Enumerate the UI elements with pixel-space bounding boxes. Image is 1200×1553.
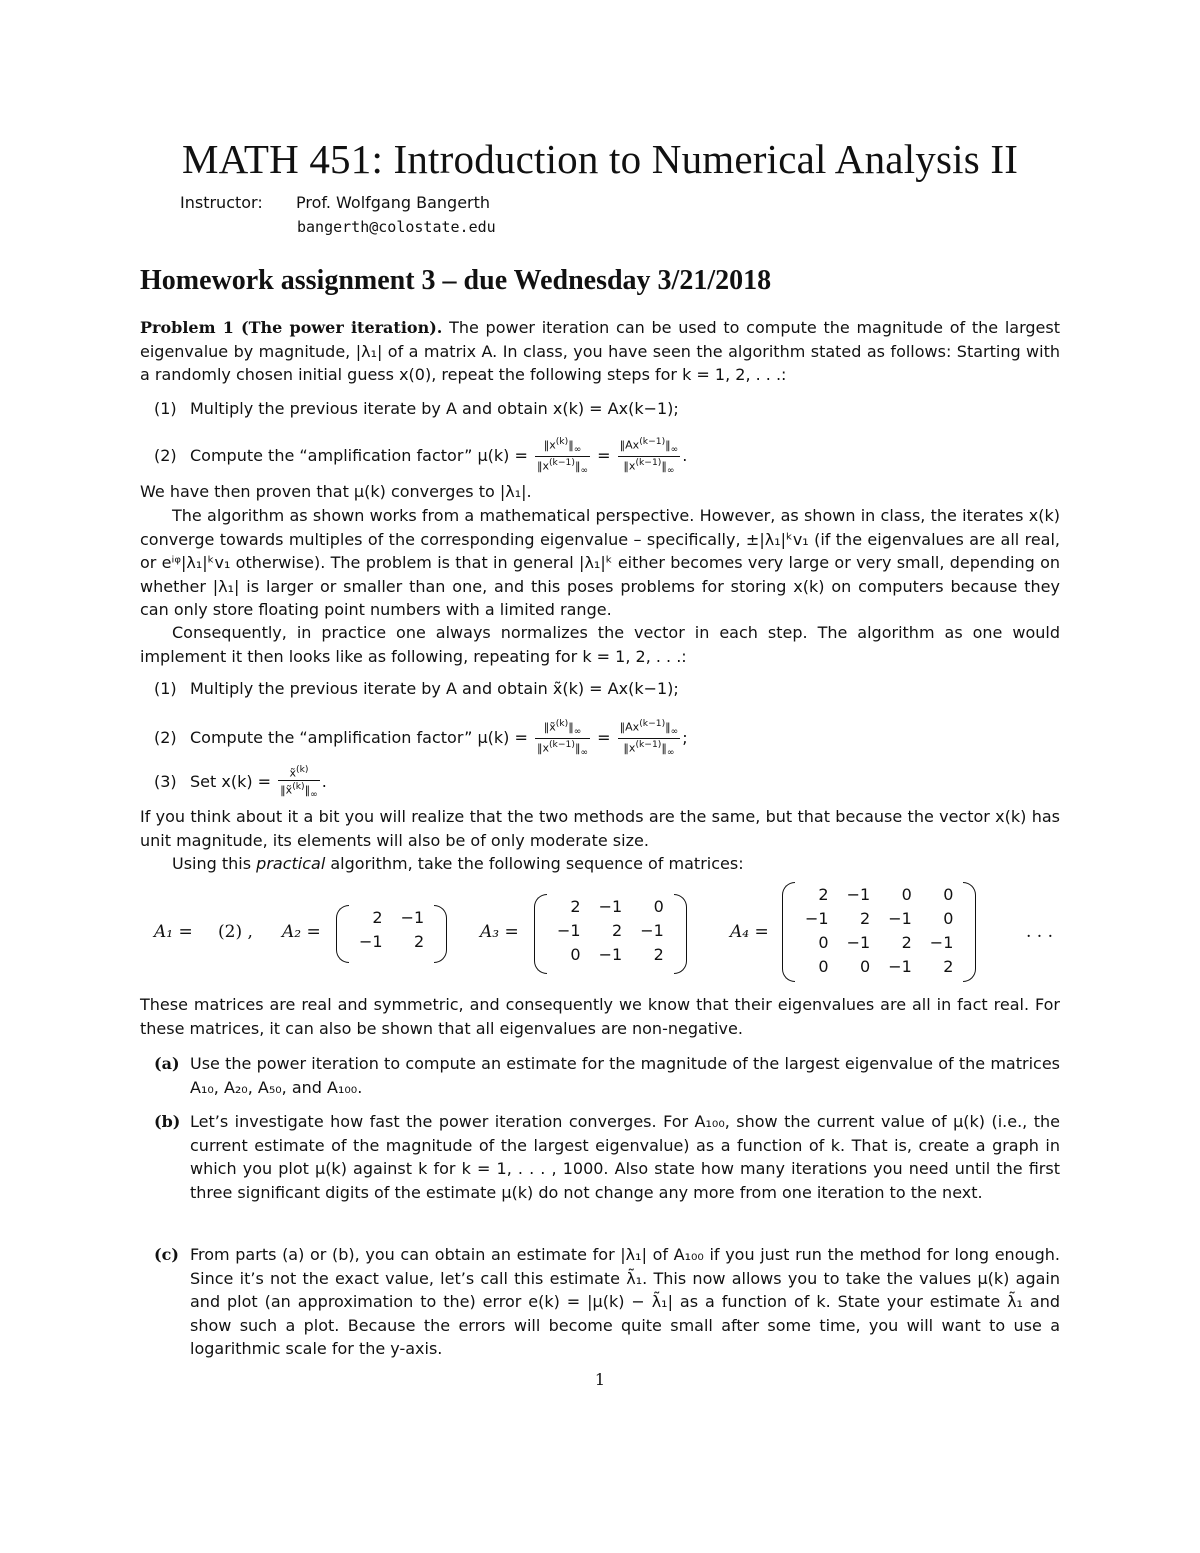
paragraph-5-emphasis: practical <box>256 854 326 873</box>
matrix-entry: −1 <box>598 896 623 916</box>
matrix-a2 <box>336 905 447 963</box>
matrix-entry: −1 <box>359 931 383 951</box>
matrix-entry: 0 <box>818 956 829 976</box>
problem1-intro-text: The power iteration can be used to compute the magnitude of the largest eigenvalue by magnitude, |λ₁| of a matrix A. In class, you have seen the algorithm stated as follows: Starting with a randomly chosen initial guess x(0), repeat the following steps for k = 1, 2, . . .: <box>140 318 1060 384</box>
matrix-entry: −1 <box>846 932 871 952</box>
homework-heading: Homework assignment 3 – due Wednesday 3/21/2018 <box>140 265 772 296</box>
step-number: (1) <box>154 679 177 698</box>
fraction: $\frac{‖x̃^{(k)}‖_\infty}{‖x^{(k-1)}‖_\infty}$ <box>536 718 589 758</box>
matrix-entry: −1 <box>929 932 954 952</box>
problem1-heading: Problem 1 (The power iteration). <box>140 318 443 337</box>
part-text: Use the power iteration to compute an estimate for the magnitude of the largest eigenvalue of the matrices A₁₀, A₂₀, A₅₀, and A₁₀₀. <box>190 1054 1060 1097</box>
fraction: $\frac{‖Ax^{(k-1)}‖_\infty}{‖x^{(k-1)}‖_\infty}$ <box>619 436 679 476</box>
step-a2: (2) Compute the “amplification factor” μ(k) = $\frac{‖x^{(k)}‖_\infty}{‖x^{(k-1)}‖_\infty}$ = $\frac{‖Ax^{(k-1)}‖_\infty}{‖x^{(k-1)}‖_\infty}$ . <box>154 436 688 476</box>
page-title: MATH 451: Introduction to Numerical Analysis II <box>181 136 1019 182</box>
matrix-entry: 2 <box>414 931 425 951</box>
instructor-name: Prof. Wolfgang Bangerth <box>296 193 491 212</box>
paragraph-3: Consequently, in practice one always normalizes the vector in each step. The algorithm as one would implement it then looks like as following, repeating for k = 1, 2, . . .: <box>140 623 1060 666</box>
step-text: Compute the “amplification factor” μ(k) = <box>190 445 528 465</box>
matrix-entry: −1 <box>846 884 871 904</box>
matrix-entry: −1 <box>888 908 912 928</box>
matrix-row <box>350 905 433 929</box>
step-b2: (2) Compute the “amplification factor” μ(k) = $\frac{‖x̃^{(k)}‖_\infty}{‖x^{(k-1)}‖_\infty}$ = $\frac{‖Ax^{(k-1)}‖_\infty}{‖x^{(k-1)}‖_\infty}$ ; <box>154 718 688 758</box>
part-a <box>154 1052 1060 1099</box>
fraction: $\frac{x̃^{(k)}}{‖x̃^{(k)}‖_\infty}$ <box>280 764 318 800</box>
matrix-entry: 0 <box>570 944 581 964</box>
matrix-entry: 0 <box>818 932 829 952</box>
matrix-row <box>796 954 962 978</box>
matrix-entry: 0 <box>901 884 912 904</box>
matrix-a2-label: A₂ = <box>282 922 321 942</box>
part-c <box>154 1243 1060 1361</box>
instructor-line <box>180 193 490 212</box>
part-label: (c) <box>154 1245 179 1264</box>
matrix-entry: −1 <box>598 944 623 964</box>
part-label: (a) <box>154 1054 180 1073</box>
matrix-entry: −1 <box>557 920 581 940</box>
matrix-entry: 0 <box>653 896 664 916</box>
proven-line: We have then proven that μ(k) converges to |λ₁|. <box>140 482 532 501</box>
matrix-entry: 2 <box>653 944 664 964</box>
problem1-intro <box>140 316 1060 387</box>
step-b1 <box>154 677 1060 701</box>
matrix-a3-label: A₃ = <box>480 922 519 942</box>
paragraph-4: If you think about it a bit you will realize that the two methods are the same, but that because the vector x(k) has unit magnitude, its elements will also be of only moderate size. <box>140 807 1060 850</box>
matrix-entry: 2 <box>943 956 954 976</box>
paragraph-5-end: algorithm, take the following sequence of matrices: <box>330 854 744 873</box>
fraction: $\frac{‖x^{(k)}‖_\infty}{‖x^{(k-1)}‖_\infty}$ <box>536 436 589 476</box>
matrix-row <box>796 906 962 930</box>
step-number: (2) <box>154 445 177 465</box>
step-number: (1) <box>154 399 177 418</box>
matrix-ellipsis: . . . <box>1026 922 1054 942</box>
matrix-row <box>548 894 673 918</box>
matrix-row <box>350 929 433 953</box>
instructor-email[interactable]: bangerth@colostate.edu <box>297 218 496 236</box>
step-text: Compute the “amplification factor” μ(k) = <box>190 727 528 747</box>
matrix-a3 <box>534 894 687 974</box>
step-text: Set x(k) = <box>190 771 272 791</box>
matrix-entry: 2 <box>860 908 871 928</box>
step-number: (3) <box>154 771 177 791</box>
instructor-label: Instructor: <box>180 193 263 212</box>
matrix-entry: 2 <box>901 932 912 952</box>
page-number: 1 <box>594 1370 606 1389</box>
matrix-entry: 2 <box>570 896 581 916</box>
step-a1 <box>154 397 1060 421</box>
step-text: Multiply the previous iterate by A and obtain x(k) = Ax(k−1); <box>190 399 679 418</box>
matrix-entry: 0 <box>943 884 954 904</box>
matrix-entry: −1 <box>400 907 425 927</box>
part-text: From parts (a) or (b), you can obtain an estimate for |λ₁| of A₁₀₀ if you just run the method for long enough. Since it’s not the exact value, let’s call this estimate λ̃₁. This now allows you to take the values μ(k) again and plot (an approximation to the) error e(k) = |μ(k) − λ̃₁| as a function of k. State your estimate λ̃₁ and show such a plot. Because the errors will become quite small after some time, you will want to use a logarithmic scale for the y-axis. <box>190 1245 1060 1358</box>
part-label: (b) <box>154 1112 181 1131</box>
paragraph-2: The algorithm as shown works from a mathematical perspective. However, as shown in class, the iterates x(k) converge towards multiples of the corresponding eigenvalue – specifically, ±|λ₁|ᵏv₁ (if the eigenvalues are all real, or eⁱᵠ|λ₁|ᵏv₁ otherwise). The problem is that in general |λ₁|ᵏ either becomes very large or very small, depending on whether |λ₁| is larger or smaller than one, and this poses problems for storing x(k) on computers because they can only store floating point numbers with a limited range. <box>140 506 1060 619</box>
fraction: $\frac{‖Ax^{(k-1)}‖_\infty}{‖x^{(k-1)}‖_\infty}$ <box>619 718 679 758</box>
matrix-row <box>548 918 673 942</box>
matrix-entry: 0 <box>860 956 871 976</box>
paragraph-5-start: Using this <box>172 854 252 873</box>
matrix-row <box>796 882 962 906</box>
matrix-row <box>796 930 962 954</box>
matrix-entry: −1 <box>640 920 664 940</box>
matrix-a4 <box>782 882 976 982</box>
matrix-row <box>548 942 673 966</box>
matrix-sequence <box>140 880 1080 980</box>
paragraph-6: These matrices are real and symmetric, and consequently we know that their eigenvalues are all in fact real. For these matrices, it can also be shown that all eigenvalues are non-negative. <box>140 995 1060 1038</box>
paragraph-5 <box>140 852 1060 876</box>
matrix-a4-label: A₄ = <box>730 922 769 942</box>
matrix-entry: 2 <box>612 920 623 940</box>
step-number: (2) <box>154 727 177 747</box>
matrix-entry: −1 <box>805 908 829 928</box>
step-text: Multiply the previous iterate by A and obtain x̃(k) = Ax(k−1); <box>190 679 679 698</box>
part-b <box>154 1110 1060 1204</box>
matrix-entry: 2 <box>372 907 383 927</box>
matrix-entry: 0 <box>943 908 954 928</box>
step-b3: (3) Set x(k) = $\frac{x̃^{(k)}}{‖x̃^{(k)}‖_\infty}$ . <box>154 764 327 800</box>
matrix-entry: 2 <box>818 884 829 904</box>
matrix-entry: −1 <box>888 956 912 976</box>
matrix-a1-value: (2) , <box>218 922 253 942</box>
part-text: Let’s investigate how fast the power iteration converges. For A₁₀₀, show the current value of μ(k) (i.e., the current estimate of the magnitude of the largest eigenvalue) as a function of k. That is, create a graph in which you plot μ(k) against k for k = 1, . . . , 1000. Also state how many iterations you need until the first three significant digits of the estimate μ(k) do not change any more from one iteration to the next. <box>190 1112 1060 1202</box>
matrix-a1-label: A₁ = <box>154 922 193 942</box>
